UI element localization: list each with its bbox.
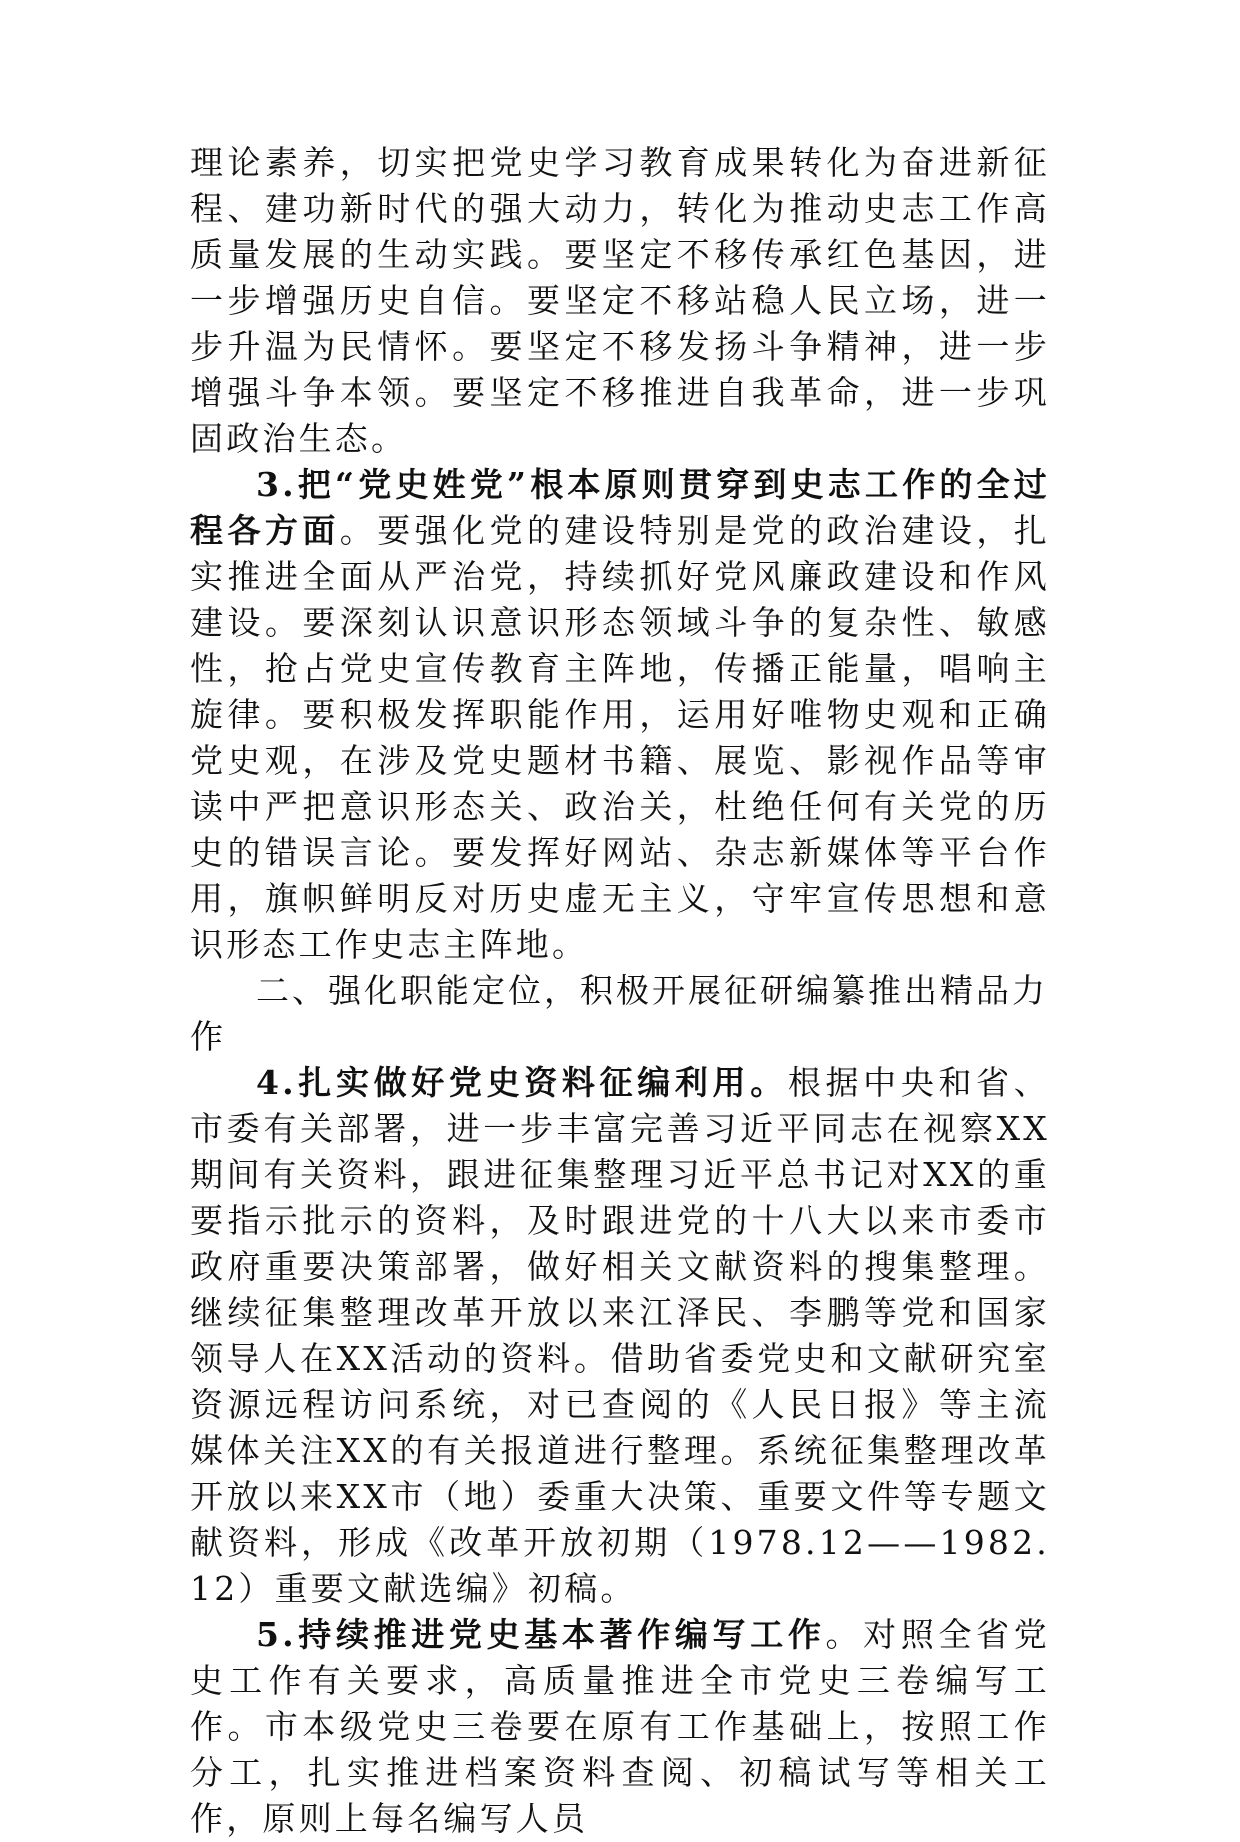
paragraph-party-history-principle [190, 462, 1050, 968]
paragraph-body: 理论素养，切实把党史学习教育成果转化为奋进新征程、建功新时代的强大动力，转化为推动史志工作高质量发展的生动实践。要坚定不移传承红色基因，进一步增强历史自信。要坚定不移站稳人民立场，进一步升温为民情怀。要坚定不移发扬斗争精神，进一步增强斗争本领。要坚定不移推进自我革命，进一步巩固政治生态。 [190, 143, 1050, 458]
paragraph-materials-collection [190, 1060, 1050, 1612]
paragraph-body: 。对照全省党史工作有关要求，高质量推进全市党史三卷编写工作。市本级党史三卷要在原有工作基础上，按照工作分工，扎实推进档案资料查阅、初稿试写等相关工作，原则上每名编写人员 [190, 1615, 1051, 1838]
document-page [190, 140, 1050, 1842]
paragraph-lead-heading: 4.扎实做好党史资料征编利用。 [256, 1063, 788, 1102]
paragraph-lead-heading: 5.持续推进党史基本著作编写工作 [256, 1615, 826, 1654]
paragraph-basic-works-writing [190, 1612, 1050, 1842]
paragraph-body: 。要强化党的建设特别是党的政治建设，扎实推进全面从严治党，持续抓好党风廉政建设和作风建设。要深刻认识意识形态领域斗争的复杂性、敏感性，抢占党史宣传教育主阵地，传播正能量，唱响主旋律。要积极发挥职能作用，运用好唯物史观和正确党史观，在涉及党史题材书籍、展览、影视作品等审读中严把意识形态关、政治关，杜绝任何有关党的历史的错误言论。要发挥好网站、杂志新媒体等平台作用，旗帜鲜明反对历史虚无主义，守牢宣传思想和意识形态工作史志主阵地。 [190, 511, 1050, 964]
section-heading: 二、强化职能定位，积极开展征研编纂推出精品力作 [190, 971, 1048, 1056]
paragraph-continuation [190, 140, 1050, 462]
paragraph-lead-heading: 3.把“党史姓党”根本原则贯穿到史志工作的全过程各方面 [190, 465, 1050, 550]
paragraph-body: 根据中央和省、市委有关部署，进一步丰富完善习近平同志在视察XX期间有关资料，跟进征集整理习近平总书记对XX的重要指示批示的资料，及时跟进党的十八大以来市委市政府重要决策部署，做好相关文献资料的搜集整理。继续征集整理改革开放以来江泽民、李鹏等党和国家领导人在XX活动的资料。借助省委党史和文献研究室资源远程访问系统，对已查阅的《人民日报》等主流媒体关注XX的有关报道进行整理。系统征集整理改革开放以来XX市（地）委重大决策、重要文件等专题文献资料，形成《改革开放初期（1978.12——1982.12）重要文献选编》初稿。 [190, 1063, 1051, 1608]
